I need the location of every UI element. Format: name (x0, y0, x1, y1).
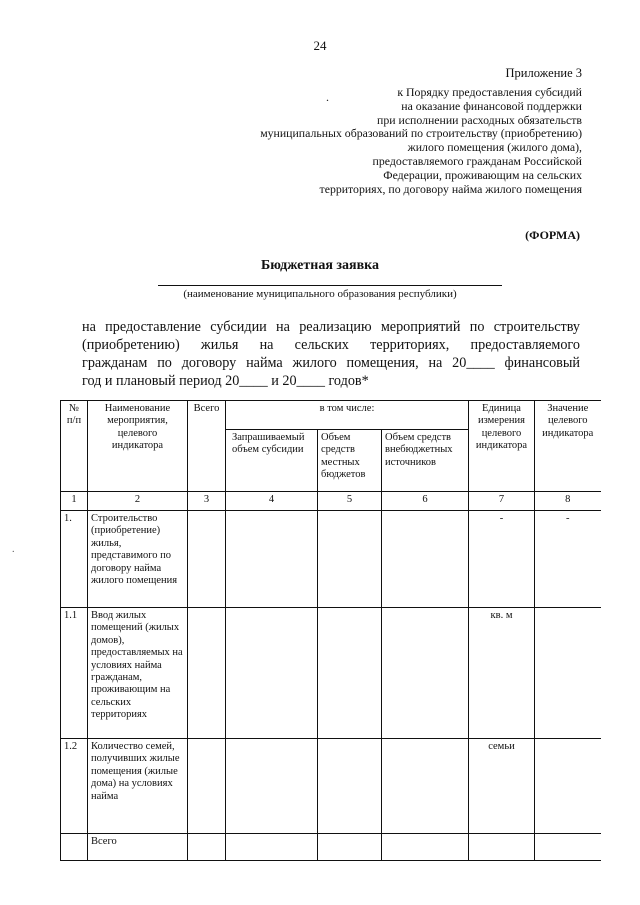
paragraph-line: на предоставление субсидии на реализацию мероприятий по строительству (82, 319, 580, 335)
header-offbudget: Объем средств внебюджетных источников (382, 430, 469, 492)
header-num: № п/п (61, 401, 88, 492)
column-number: 3 (188, 492, 226, 511)
appendix-label: Приложение 3 (505, 66, 582, 80)
row-offbudget-cell (382, 739, 469, 834)
municipality-name-caption: (наименование муниципального образования республики) (183, 288, 457, 300)
header-value: Значение целевого индикатора (535, 401, 601, 492)
row-offbudget-cell (382, 834, 469, 861)
column-number-row (61, 492, 601, 511)
annex-line: предоставляемого гражданам Российской (372, 153, 582, 168)
paragraph-line: гражданам по договору найма жилого помещения, на 20____ финансовый (82, 355, 580, 371)
annex-line: территориях, по договору найма жилого помещения (319, 181, 582, 196)
paragraph-line: (приобретению) жилья на сельских территориях, предоставляемого (82, 337, 580, 353)
row-value (535, 834, 601, 861)
row-name: Строительство (приобретение) жилья, представимого по договору найма жилого помещения (88, 511, 188, 608)
column-number: 5 (318, 492, 382, 511)
header-total: Всего (188, 401, 226, 492)
row-name: Ввод жилых помещений (жилых домов), предоставляемых на условиях найма гражданам, проживающим на сельских территориях (88, 608, 188, 739)
budget-request-table (60, 400, 601, 861)
header-including: в том числе: (226, 401, 469, 430)
scan-speck: . (326, 90, 329, 104)
row-requested-cell (226, 511, 318, 608)
column-number: 1 (61, 492, 88, 511)
annex-line: Федерации, проживающим на сельских (383, 167, 582, 182)
column-number: 2 (88, 492, 188, 511)
header-unit: Единица измерения целевого индикатора (469, 401, 535, 492)
row-num: 1.2 (61, 739, 88, 834)
row-value (535, 739, 601, 834)
page-number: 24 (313, 38, 327, 53)
annex-text (202, 86, 582, 196)
annex-line: при исполнении расходных обязательств (377, 112, 582, 127)
row-local-cell (318, 608, 382, 739)
column-number: 4 (226, 492, 318, 511)
row-unit: кв. м (469, 608, 535, 739)
row-requested-cell (226, 834, 318, 861)
row-local-cell (318, 739, 382, 834)
table-row (61, 739, 601, 834)
annex-line: жилого помещения (жилого дома), (407, 140, 582, 155)
row-local-cell (318, 511, 382, 608)
table-row (61, 834, 601, 861)
header-name: Наименование мероприятия, целевого индикатора (88, 401, 188, 492)
row-unit (469, 834, 535, 861)
row-num: 1.1 (61, 608, 88, 739)
row-num: 1. (61, 511, 88, 608)
row-name: Всего (88, 834, 188, 861)
header-row (61, 401, 601, 430)
row-offbudget-cell (382, 608, 469, 739)
header-local: Объем средств местных бюджетов (318, 430, 382, 492)
row-unit: - (469, 511, 535, 608)
column-number: 7 (469, 492, 535, 511)
table-row (61, 511, 601, 608)
row-requested-cell (226, 608, 318, 739)
row-total-cell (188, 608, 226, 739)
row-num (61, 834, 88, 861)
table-row (61, 608, 601, 739)
row-unit: семьи (469, 739, 535, 834)
column-number: 8 (535, 492, 601, 511)
column-number: 6 (382, 492, 469, 511)
paragraph-line: год и плановый период 20____ и 20____ годов* (82, 373, 369, 389)
margin-mark: . (12, 544, 15, 555)
row-value (535, 608, 601, 739)
row-total-cell (188, 834, 226, 861)
row-name: Количество семей, получивших жилые помещения (жилые дома) на условиях найма (88, 739, 188, 834)
document-title: Бюджетная заявка (260, 258, 380, 273)
row-requested-cell (226, 739, 318, 834)
annex-line: муниципальных образований по строительству (приобретению) (260, 126, 582, 141)
annex-line: на оказание финансовой поддержки (401, 98, 582, 113)
row-local-cell (318, 834, 382, 861)
municipality-name-line (158, 285, 502, 286)
header-requested: Запрашиваемый объем субсидии (226, 430, 318, 492)
row-offbudget-cell (382, 511, 469, 608)
request-paragraph (82, 318, 580, 390)
form-label: (ФОРМА) (525, 228, 580, 242)
annex-line: к Порядку предоставления субсидий (397, 85, 582, 99)
row-value: - (535, 511, 601, 608)
row-total-cell (188, 739, 226, 834)
row-total-cell (188, 511, 226, 608)
